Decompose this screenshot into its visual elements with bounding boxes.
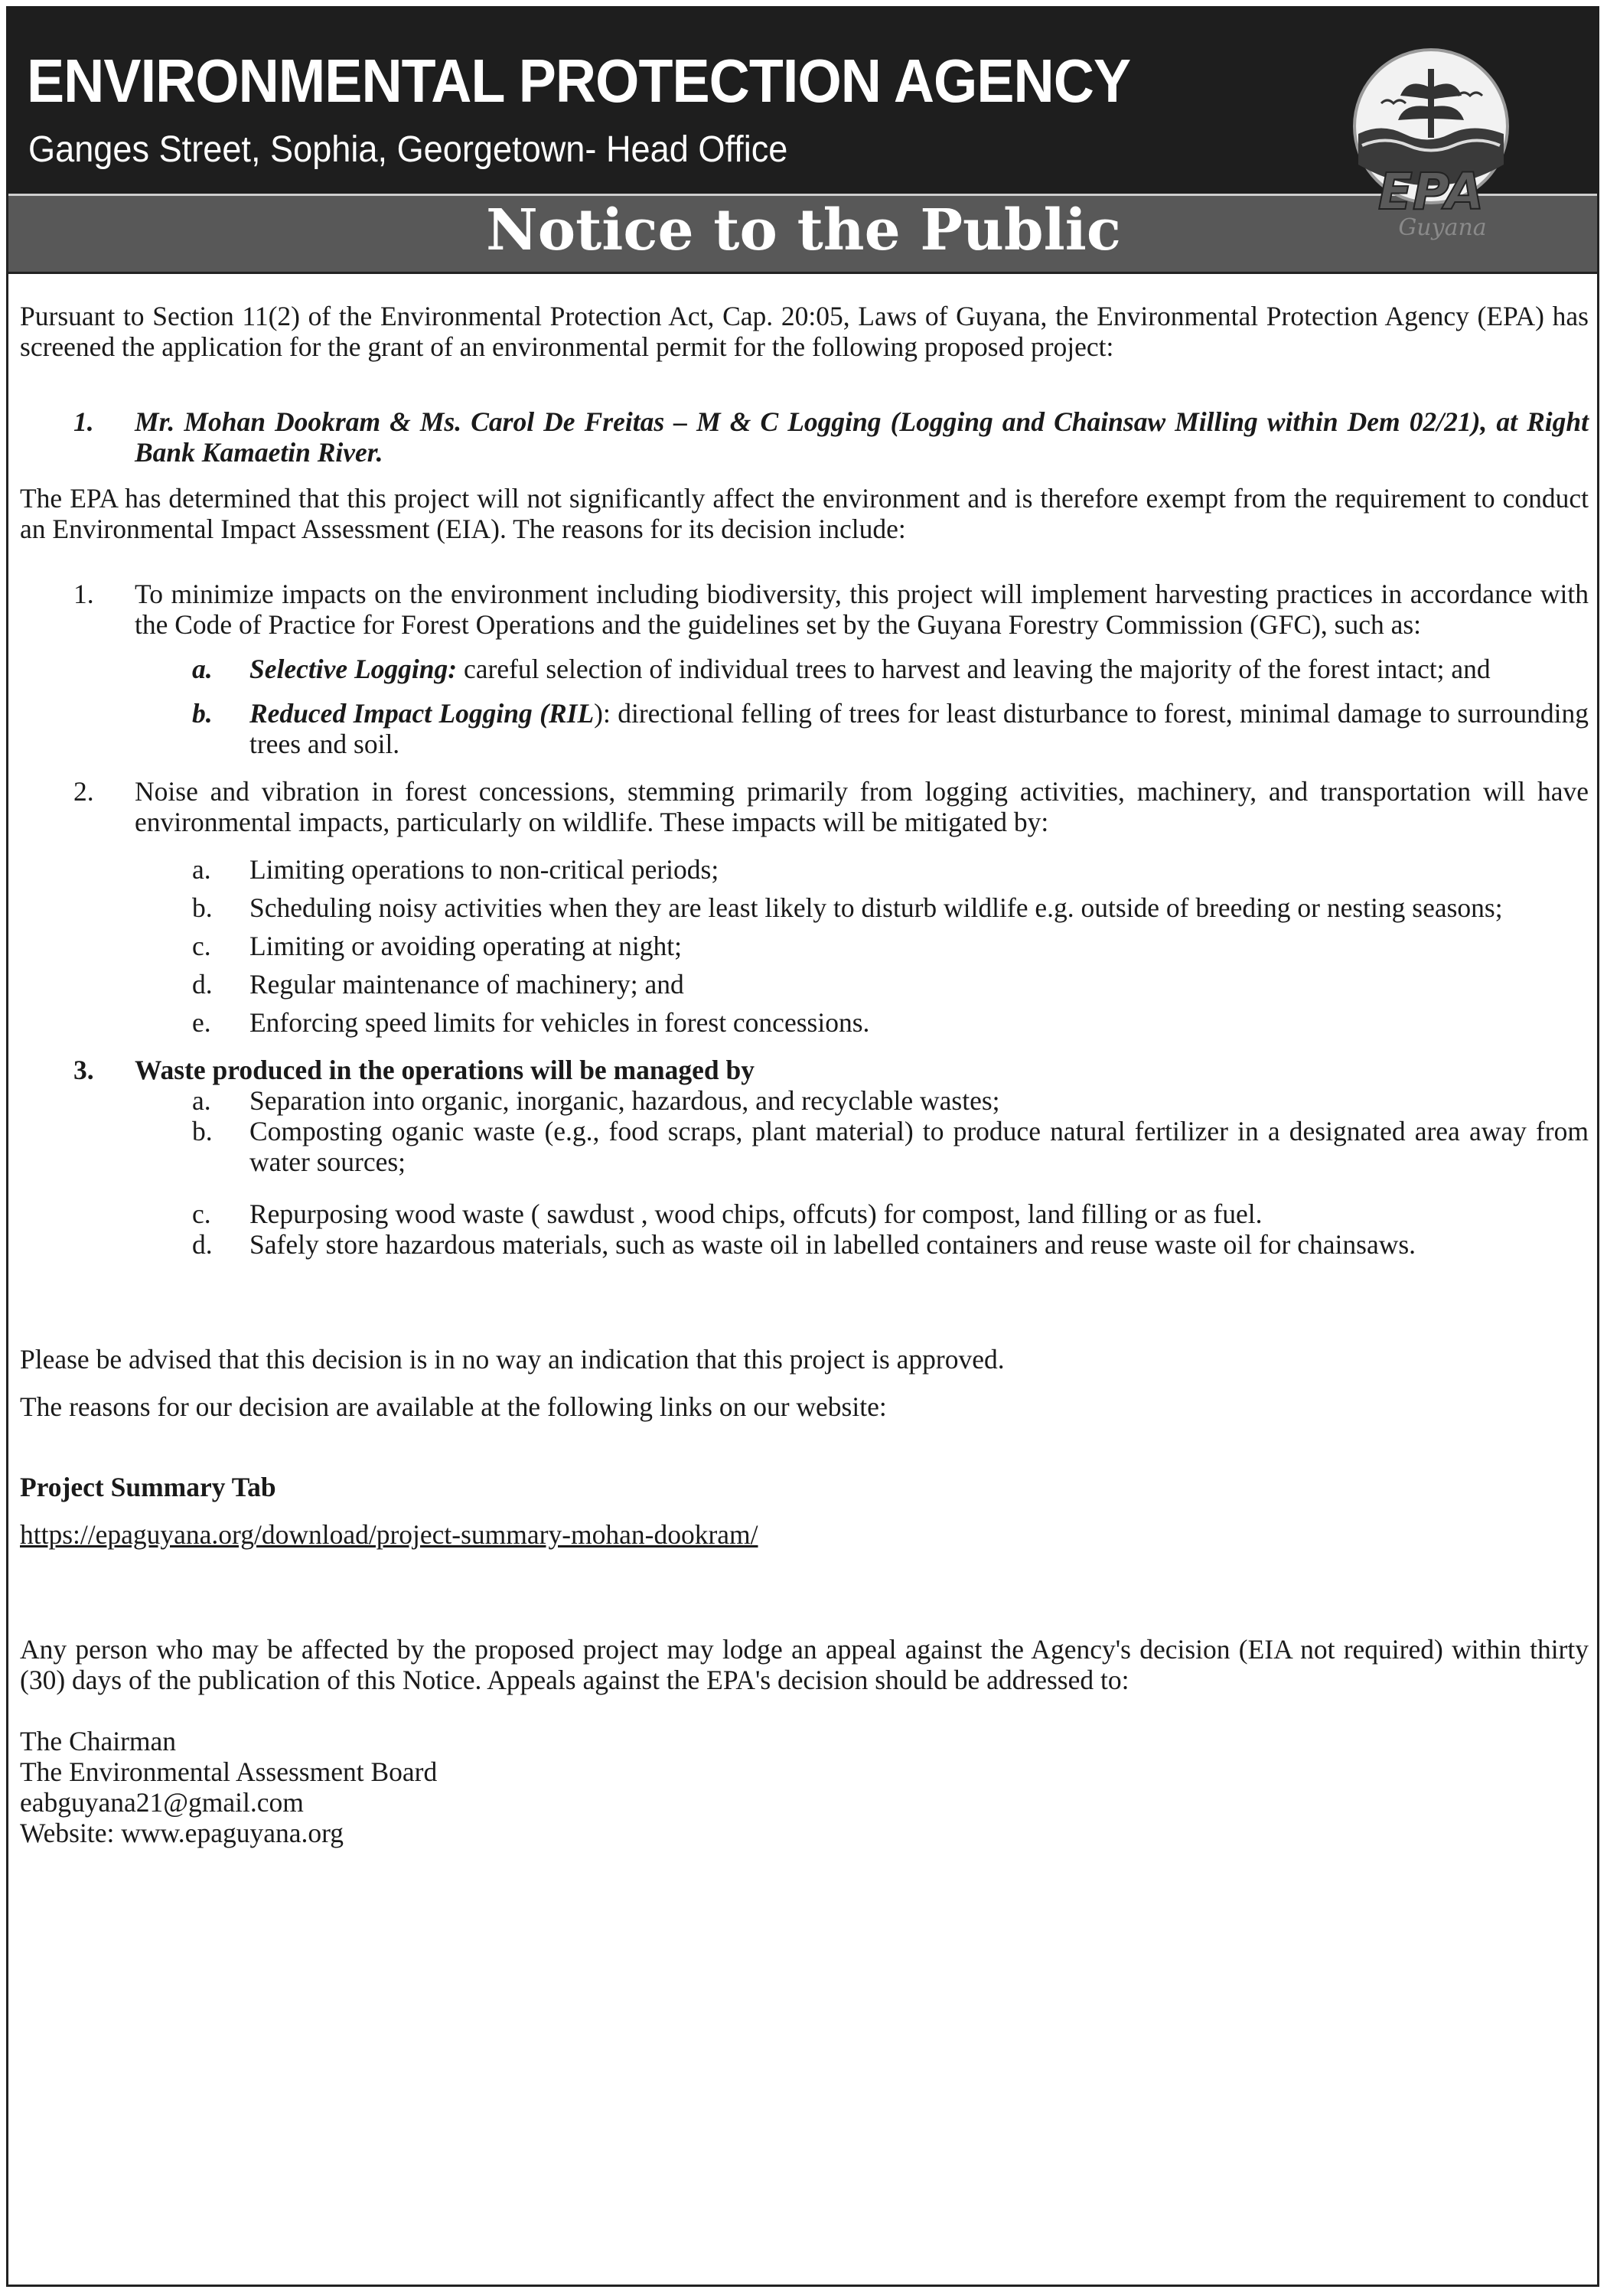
sub-text (249, 698, 1589, 759)
sub-text: Scheduling noisy activities when they are least likely to disturb wildlife e.g. outside of breeding or nesting seasons; (249, 892, 1503, 923)
contact-board: The Environmental Assessment Board (20, 1756, 438, 1787)
project-title: Mr. Mohan Dookram & Ms. Carol De Freitas – M & C Logging (Logging and Chainsaw Milling within Dem 02/21), at Right Bank Kamaetin River. (135, 406, 1589, 468)
notice-body (20, 301, 1589, 1848)
appeal-paragraph: Any person who may be affected by the proposed project may lodge an appeal against the Agency's decision (EIA not required) within thirty (30) days of the publication of this Notice. Appeals against the EPA's decision should be addressed to: (20, 1634, 1589, 1695)
project-number: 1. (73, 406, 94, 437)
sub-item (20, 1229, 1589, 1260)
sub-letter: b. (192, 892, 213, 923)
project-item (20, 406, 1589, 468)
reason-item (20, 579, 1589, 640)
project-summary-heading: Project Summary Tab (20, 1472, 276, 1502)
sub-text (249, 654, 1589, 684)
sub-text: Composting oganic waste (e.g., food scraps, plant material) to produce natural fertilizer in a designated area away from water sources; (249, 1116, 1589, 1177)
reasons-available-paragraph: The reasons for our decision are available at the following links on our website: (20, 1391, 887, 1422)
sub-lead: Selective Logging: (249, 654, 458, 684)
contact-chairman: The Chairman (20, 1726, 177, 1756)
agency-address: Ganges Street, Sophia, Georgetown- Head Office (28, 129, 788, 170)
sub-item (20, 1085, 1589, 1116)
sub-text: Separation into organic, inorganic, hazardous, and recyclable wastes; (249, 1085, 1000, 1116)
contact-website[interactable]: Website: www.epaguyana.org (20, 1818, 344, 1848)
sub-item (20, 698, 1589, 759)
sub-text: Enforcing speed limits for vehicles in forest concessions. (249, 1007, 870, 1038)
reason-text: Waste produced in the operations will be managed by (135, 1055, 755, 1085)
sub-text: Regular maintenance of machinery; and (249, 969, 684, 1000)
sub-item (20, 1199, 1589, 1229)
sub-text: Limiting or avoiding operating at night; (249, 931, 682, 961)
sub-item (20, 931, 1589, 961)
contact-email[interactable]: eabguyana21@gmail.com (20, 1787, 304, 1818)
project-summary-link[interactable]: https://epaguyana.org/download/project-summary-mohan-dookram/ (20, 1519, 758, 1550)
reason-item (20, 1055, 1589, 1085)
advised-paragraph: Please be advised that this decision is in no way an indication that this project is approved. (20, 1344, 1005, 1375)
sub-lead: Reduced Impact Logging (RIL (249, 698, 595, 729)
reason-number: 1. (73, 579, 94, 609)
epa-logo-subtext: Guyana (1398, 214, 1487, 241)
sub-letter: c. (192, 931, 211, 961)
sub-body: ): directional felling of trees for least disturbance to forest, minimal damage to surrounding trees and soil. (249, 698, 1589, 759)
sub-letter: a. (192, 854, 211, 885)
sub-letter: a. (192, 654, 213, 684)
sub-letter: b. (192, 698, 213, 729)
sub-item (20, 1007, 1589, 1038)
reason-number: 3. (73, 1055, 94, 1085)
epa-logo (1328, 42, 1534, 249)
sub-body: careful selection of individual trees to harvest and leaving the majority of the forest intact; and (457, 654, 1491, 684)
reason-text: To minimize impacts on the environment including biodiversity, this project will implement harvesting practices in accordance with the Code of Practice for Forest Operations and the guidelines set by the Guyana Forestry Commission (GFC), such as: (135, 579, 1589, 640)
sub-item (20, 1116, 1589, 1177)
notice-title: Notice to the Public (486, 197, 1121, 263)
sub-letter: d. (192, 1229, 213, 1260)
sub-item (20, 892, 1589, 923)
sub-text: Safely store hazardous materials, such as waste oil in labelled containers and reuse waste oil for chainsaws. (249, 1229, 1416, 1260)
intro-paragraph: Pursuant to Section 11(2) of the Environmental Protection Act, Cap. 20:05, Laws of Guyana, the Environmental Protection Agency (EPA) has screened the application for the grant of an environmental permit for the following proposed project: (20, 301, 1589, 362)
sub-letter: d. (192, 969, 213, 1000)
reason-item (20, 776, 1589, 837)
sub-text: Limiting operations to non-critical periods; (249, 854, 719, 885)
sub-item (20, 654, 1589, 684)
sub-text: Repurposing wood waste ( sawdust , wood chips, offcuts) for compost, land filling or as fuel. (249, 1199, 1263, 1229)
sub-item (20, 854, 1589, 885)
reason-number: 2. (73, 776, 94, 807)
sub-letter: c. (192, 1199, 211, 1229)
sub-letter: a. (192, 1085, 211, 1116)
sub-letter: b. (192, 1116, 213, 1146)
sub-letter: e. (192, 1007, 211, 1038)
sub-item (20, 969, 1589, 1000)
epa-logo-text: EPA (1377, 162, 1485, 221)
reason-text: Noise and vibration in forest concessions, stemming primarily from logging activities, machinery, and transportation will have environmental impacts, particularly on wildlife. These impacts will be mitigated by: (135, 776, 1589, 837)
agency-name: ENVIRONMENTAL PROTECTION AGENCY (27, 47, 1131, 115)
determination-paragraph: The EPA has determined that this project will not significantly affect the environment and is therefore exempt from the requirement to conduct an Environmental Impact Assessment (EIA). The reasons for its decision include: (20, 483, 1589, 544)
